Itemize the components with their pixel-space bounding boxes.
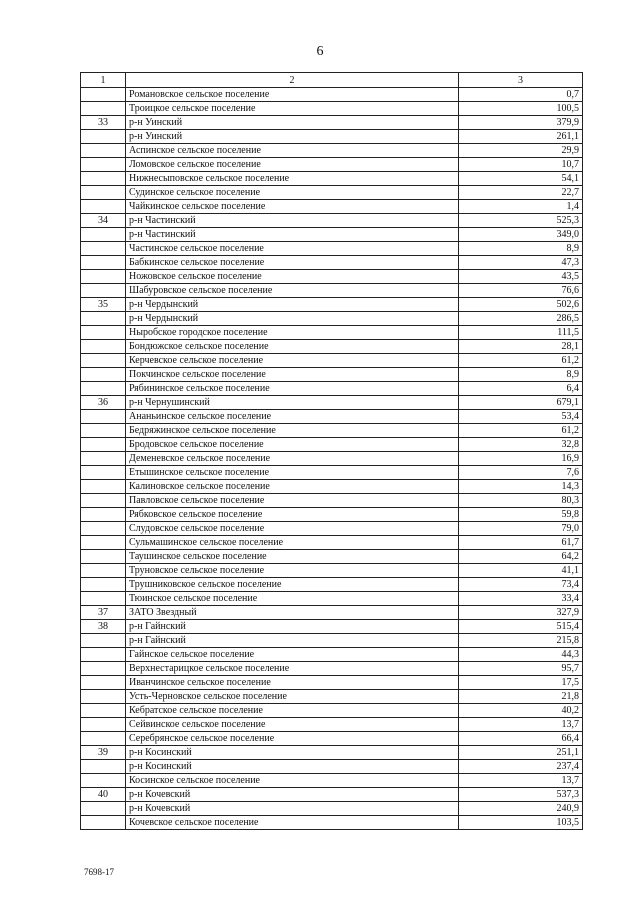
row-value-cell: 286,5 <box>459 312 583 326</box>
row-name-cell: Серебрянское сельское поселение <box>126 732 459 746</box>
row-number-cell: 40 <box>81 788 126 802</box>
row-number-cell <box>81 312 126 326</box>
row-name-cell: Керчевское сельское поселение <box>126 354 459 368</box>
row-number-cell: 33 <box>81 116 126 130</box>
table-row <box>81 88 583 102</box>
table-row <box>81 788 583 802</box>
column-header-1: 1 <box>81 73 126 88</box>
row-number-cell <box>81 340 126 354</box>
row-name-cell: Рябининское сельское поселение <box>126 382 459 396</box>
row-value-cell: 40,2 <box>459 704 583 718</box>
row-value-cell: 679,1 <box>459 396 583 410</box>
row-number-cell <box>81 256 126 270</box>
row-name-cell: Рябковское сельское поселение <box>126 508 459 522</box>
table-row <box>81 508 583 522</box>
table-row <box>81 578 583 592</box>
row-name-cell: р-н Уинский <box>126 130 459 144</box>
row-value-cell: 103,5 <box>459 816 583 830</box>
row-name-cell: Иванчинское сельское поселение <box>126 676 459 690</box>
table-row <box>81 466 583 480</box>
row-name-cell: Троицкое сельское поселение <box>126 102 459 116</box>
table-row <box>81 354 583 368</box>
row-value-cell: 22,7 <box>459 186 583 200</box>
row-value-cell: 61,2 <box>459 354 583 368</box>
table-row <box>81 102 583 116</box>
row-value-cell: 327,9 <box>459 606 583 620</box>
row-value-cell: 261,1 <box>459 130 583 144</box>
row-name-cell: Частинское сельское поселение <box>126 242 459 256</box>
row-value-cell: 8,9 <box>459 368 583 382</box>
table-row <box>81 186 583 200</box>
row-value-cell: 17,5 <box>459 676 583 690</box>
table-row <box>81 592 583 606</box>
row-number-cell <box>81 536 126 550</box>
table-row <box>81 158 583 172</box>
table-row <box>81 172 583 186</box>
row-value-cell: 16,9 <box>459 452 583 466</box>
row-number-cell <box>81 662 126 676</box>
row-value-cell: 28,1 <box>459 340 583 354</box>
row-value-cell: 515,4 <box>459 620 583 634</box>
row-number-cell: 35 <box>81 298 126 312</box>
row-number-cell <box>81 130 126 144</box>
row-number-cell <box>81 704 126 718</box>
row-number-cell <box>81 802 126 816</box>
row-number-cell <box>81 382 126 396</box>
row-number-cell <box>81 270 126 284</box>
row-name-cell: Кочевское сельское поселение <box>126 816 459 830</box>
table-row <box>81 270 583 284</box>
row-value-cell: 215,8 <box>459 634 583 648</box>
row-name-cell: Нижнесыповское сельское поселение <box>126 172 459 186</box>
table-row <box>81 564 583 578</box>
row-value-cell: 32,8 <box>459 438 583 452</box>
table-row <box>81 340 583 354</box>
row-value-cell: 237,4 <box>459 760 583 774</box>
table-row <box>81 536 583 550</box>
row-name-cell: Калиновское сельское поселение <box>126 480 459 494</box>
row-name-cell: р-н Косинский <box>126 760 459 774</box>
row-number-cell <box>81 354 126 368</box>
row-name-cell: Труновское сельское поселение <box>126 564 459 578</box>
table-row <box>81 760 583 774</box>
row-value-cell: 100,5 <box>459 102 583 116</box>
row-number-cell <box>81 102 126 116</box>
row-value-cell: 7,6 <box>459 466 583 480</box>
row-number-cell <box>81 326 126 340</box>
row-number-cell <box>81 648 126 662</box>
row-name-cell: р-н Чердынский <box>126 312 459 326</box>
row-number-cell <box>81 718 126 732</box>
row-value-cell: 13,7 <box>459 718 583 732</box>
row-value-cell: 10,7 <box>459 158 583 172</box>
table-row <box>81 256 583 270</box>
row-number-cell <box>81 228 126 242</box>
row-name-cell: р-н Частинский <box>126 228 459 242</box>
table-row <box>81 480 583 494</box>
row-value-cell: 41,1 <box>459 564 583 578</box>
row-number-cell <box>81 466 126 480</box>
row-number-cell: 39 <box>81 746 126 760</box>
row-value-cell: 0,7 <box>459 88 583 102</box>
row-number-cell: 38 <box>81 620 126 634</box>
row-name-cell: Косинское сельское поселение <box>126 774 459 788</box>
row-number-cell <box>81 144 126 158</box>
row-name-cell: Бедряжинское сельское поселение <box>126 424 459 438</box>
row-number-cell <box>81 186 126 200</box>
row-value-cell: 13,7 <box>459 774 583 788</box>
table-row <box>81 116 583 130</box>
row-number-cell <box>81 774 126 788</box>
row-name-cell: Верхнестарицкое сельское поселение <box>126 662 459 676</box>
table-row <box>81 298 583 312</box>
row-number-cell <box>81 508 126 522</box>
row-name-cell: Ломовское сельское поселение <box>126 158 459 172</box>
column-header-2: 2 <box>126 73 459 88</box>
row-name-cell: Судинское сельское поселение <box>126 186 459 200</box>
table-row <box>81 438 583 452</box>
row-value-cell: 95,7 <box>459 662 583 676</box>
row-number-cell <box>81 242 126 256</box>
row-value-cell: 349,0 <box>459 228 583 242</box>
row-number-cell <box>81 424 126 438</box>
row-number-cell <box>81 284 126 298</box>
row-number-cell <box>81 634 126 648</box>
row-name-cell: р-н Уинский <box>126 116 459 130</box>
row-number-cell: 34 <box>81 214 126 228</box>
row-value-cell: 53,4 <box>459 410 583 424</box>
row-name-cell: Сульмашинское сельское поселение <box>126 536 459 550</box>
row-name-cell: Чайкинское сельское поселение <box>126 200 459 214</box>
row-name-cell: Павловское сельское поселение <box>126 494 459 508</box>
table-row <box>81 802 583 816</box>
table-row <box>81 424 583 438</box>
row-name-cell: Бабкинское сельское поселение <box>126 256 459 270</box>
row-number-cell <box>81 480 126 494</box>
row-name-cell: р-н Гайнский <box>126 620 459 634</box>
data-table <box>80 72 583 830</box>
row-value-cell: 54,1 <box>459 172 583 186</box>
row-name-cell: Усть-Черновское сельское поселение <box>126 690 459 704</box>
table-row <box>81 242 583 256</box>
table-body <box>81 88 583 830</box>
table-row <box>81 522 583 536</box>
row-number-cell <box>81 578 126 592</box>
table-row <box>81 774 583 788</box>
row-value-cell: 525,3 <box>459 214 583 228</box>
row-value-cell: 6,4 <box>459 382 583 396</box>
table-row <box>81 648 583 662</box>
table-row <box>81 410 583 424</box>
row-value-cell: 47,3 <box>459 256 583 270</box>
table-row <box>81 494 583 508</box>
table-row <box>81 550 583 564</box>
row-name-cell: р-н Частинский <box>126 214 459 228</box>
row-number-cell <box>81 522 126 536</box>
table-row <box>81 606 583 620</box>
table-row <box>81 732 583 746</box>
row-number-cell <box>81 676 126 690</box>
table-header-row <box>81 73 583 88</box>
row-value-cell: 43,5 <box>459 270 583 284</box>
row-value-cell: 66,4 <box>459 732 583 746</box>
row-value-cell: 240,9 <box>459 802 583 816</box>
row-number-cell <box>81 690 126 704</box>
row-name-cell: р-н Чернушинский <box>126 396 459 410</box>
row-name-cell: р-н Гайнский <box>126 634 459 648</box>
row-name-cell: Тюинское сельское поселение <box>126 592 459 606</box>
row-number-cell <box>81 158 126 172</box>
table-row <box>81 690 583 704</box>
row-number-cell <box>81 200 126 214</box>
row-name-cell: Бродовское сельское поселение <box>126 438 459 452</box>
row-name-cell: Слудовское сельское поселение <box>126 522 459 536</box>
row-name-cell: Ананьинское сельское поселение <box>126 410 459 424</box>
row-number-cell <box>81 172 126 186</box>
table-row <box>81 662 583 676</box>
row-number-cell <box>81 592 126 606</box>
row-name-cell: р-н Кочевский <box>126 802 459 816</box>
document-code: 7698-17 <box>84 867 114 877</box>
row-number-cell <box>81 550 126 564</box>
row-number-cell <box>81 732 126 746</box>
row-name-cell: Шабуровское сельское поселение <box>126 284 459 298</box>
row-number-cell <box>81 816 126 830</box>
row-value-cell: 502,6 <box>459 298 583 312</box>
table-row <box>81 228 583 242</box>
row-value-cell: 111,5 <box>459 326 583 340</box>
table-row <box>81 284 583 298</box>
row-name-cell: р-н Чердынский <box>126 298 459 312</box>
row-name-cell: Ныробское городское поселение <box>126 326 459 340</box>
row-name-cell: Таушинское сельское поселение <box>126 550 459 564</box>
row-name-cell: Аспинское сельское поселение <box>126 144 459 158</box>
table-row <box>81 718 583 732</box>
row-name-cell: Ножовское сельское поселение <box>126 270 459 284</box>
row-value-cell: 61,7 <box>459 536 583 550</box>
table-row <box>81 200 583 214</box>
row-number-cell <box>81 410 126 424</box>
row-value-cell: 44,3 <box>459 648 583 662</box>
row-name-cell: Бондюжское сельское поселение <box>126 340 459 354</box>
row-number-cell <box>81 760 126 774</box>
row-number-cell <box>81 564 126 578</box>
row-value-cell: 29,9 <box>459 144 583 158</box>
row-name-cell: Романовское сельское поселение <box>126 88 459 102</box>
row-name-cell: Сейвинское сельское поселение <box>126 718 459 732</box>
row-value-cell: 61,2 <box>459 424 583 438</box>
row-value-cell: 21,8 <box>459 690 583 704</box>
row-value-cell: 73,4 <box>459 578 583 592</box>
row-value-cell: 76,6 <box>459 284 583 298</box>
row-number-cell <box>81 452 126 466</box>
row-number-cell: 37 <box>81 606 126 620</box>
column-header-3: 3 <box>459 73 583 88</box>
table-row <box>81 130 583 144</box>
row-value-cell: 59,8 <box>459 508 583 522</box>
row-name-cell: Гайнское сельское поселение <box>126 648 459 662</box>
table-row <box>81 326 583 340</box>
table-row <box>81 396 583 410</box>
table-row <box>81 676 583 690</box>
table-row <box>81 214 583 228</box>
row-name-cell: р-н Кочевский <box>126 788 459 802</box>
table-row <box>81 382 583 396</box>
table-row <box>81 312 583 326</box>
row-number-cell <box>81 368 126 382</box>
row-value-cell: 8,9 <box>459 242 583 256</box>
row-name-cell: Деменевское сельское поселение <box>126 452 459 466</box>
row-name-cell: Етышинское сельское поселение <box>126 466 459 480</box>
row-number-cell <box>81 438 126 452</box>
table-row <box>81 368 583 382</box>
row-value-cell: 14,3 <box>459 480 583 494</box>
row-value-cell: 79,0 <box>459 522 583 536</box>
table-row <box>81 816 583 830</box>
page-number: 6 <box>316 44 324 59</box>
row-value-cell: 537,3 <box>459 788 583 802</box>
row-name-cell: Трушниковское сельское поселение <box>126 578 459 592</box>
row-value-cell: 1,4 <box>459 200 583 214</box>
row-value-cell: 33,4 <box>459 592 583 606</box>
row-name-cell: ЗАТО Звездный <box>126 606 459 620</box>
row-number-cell: 36 <box>81 396 126 410</box>
row-value-cell: 379,9 <box>459 116 583 130</box>
table-row <box>81 634 583 648</box>
table-row <box>81 746 583 760</box>
row-value-cell: 251,1 <box>459 746 583 760</box>
row-number-cell <box>81 88 126 102</box>
row-value-cell: 64,2 <box>459 550 583 564</box>
row-value-cell: 80,3 <box>459 494 583 508</box>
row-name-cell: Покчинское сельское поселение <box>126 368 459 382</box>
row-name-cell: Кебратское сельское поселение <box>126 704 459 718</box>
table-row <box>81 620 583 634</box>
table-row <box>81 704 583 718</box>
table-row <box>81 144 583 158</box>
row-name-cell: р-н Косинский <box>126 746 459 760</box>
row-number-cell <box>81 494 126 508</box>
table-row <box>81 452 583 466</box>
